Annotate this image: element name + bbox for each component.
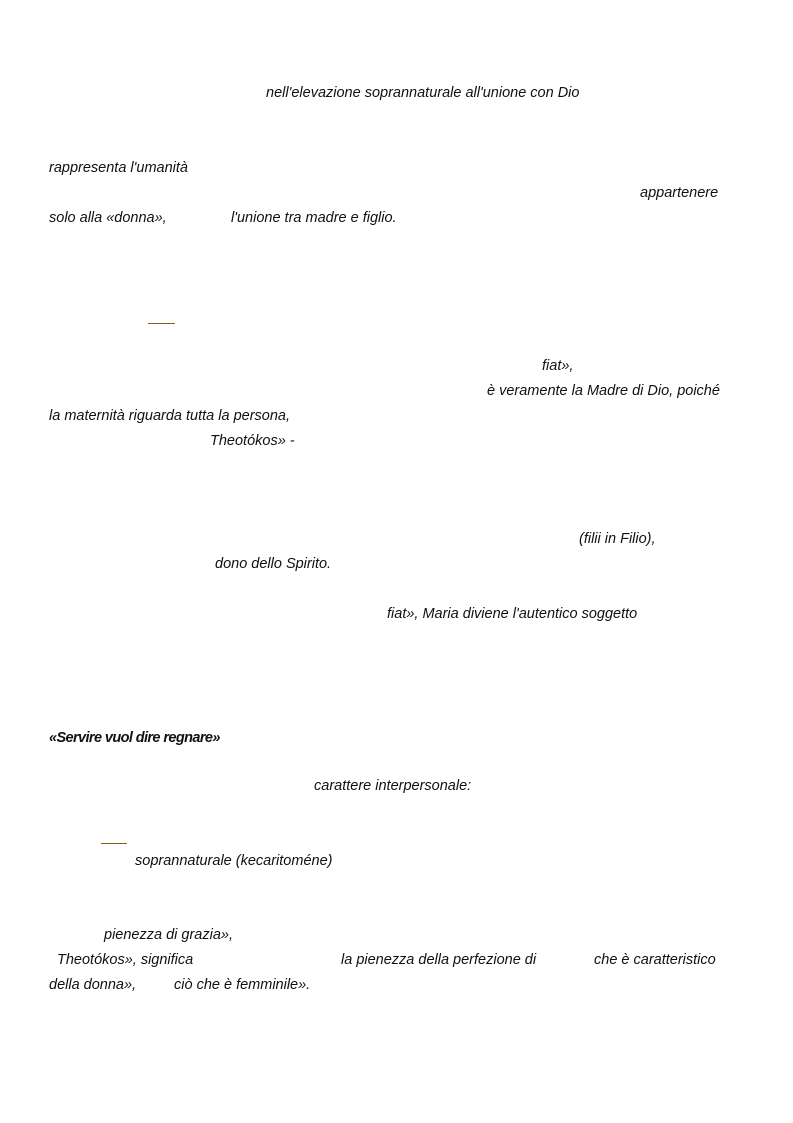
text-fragment: Theotókos» - bbox=[210, 433, 295, 449]
footnote-marker-rule bbox=[101, 843, 127, 844]
text-fragment: che è caratteristico bbox=[594, 952, 716, 968]
text-fragment: della donna», bbox=[49, 977, 137, 993]
text-fragment: nell'elevazione soprannaturale all'unione con Dio bbox=[266, 85, 580, 101]
text-fragment: la maternità riguarda tutta la persona, bbox=[49, 408, 290, 424]
text-fragment: Theotókos», significa bbox=[57, 952, 194, 968]
section-heading: «Servire vuol dire regnare» bbox=[49, 730, 220, 746]
footnote-marker-rule bbox=[148, 323, 175, 324]
text-fragment: l'unione tra madre e figlio. bbox=[231, 210, 397, 226]
text-fragment: è veramente la Madre di Dio, poiché bbox=[487, 383, 720, 399]
text-fragment: carattere interpersonale: bbox=[314, 778, 472, 794]
text-fragment: rappresenta l'umanità bbox=[49, 160, 188, 176]
text-fragment: appartenere bbox=[640, 185, 719, 201]
text-fragment: fiat», bbox=[542, 358, 574, 374]
text-fragment: solo alla «donna», bbox=[49, 210, 167, 226]
text-fragment: ciò che è femminile». bbox=[174, 977, 311, 993]
text-fragment: dono dello Spirito. bbox=[215, 556, 332, 572]
text-fragment: fiat», Maria diviene l'autentico soggetto bbox=[387, 606, 638, 622]
text-fragment: pienezza di grazia», bbox=[104, 927, 233, 943]
text-fragment: (filii in Filio), bbox=[579, 531, 656, 547]
text-fragment: la pienezza della perfezione di bbox=[341, 952, 537, 968]
text-fragment: soprannaturale (kecaritoméne) bbox=[135, 853, 333, 869]
